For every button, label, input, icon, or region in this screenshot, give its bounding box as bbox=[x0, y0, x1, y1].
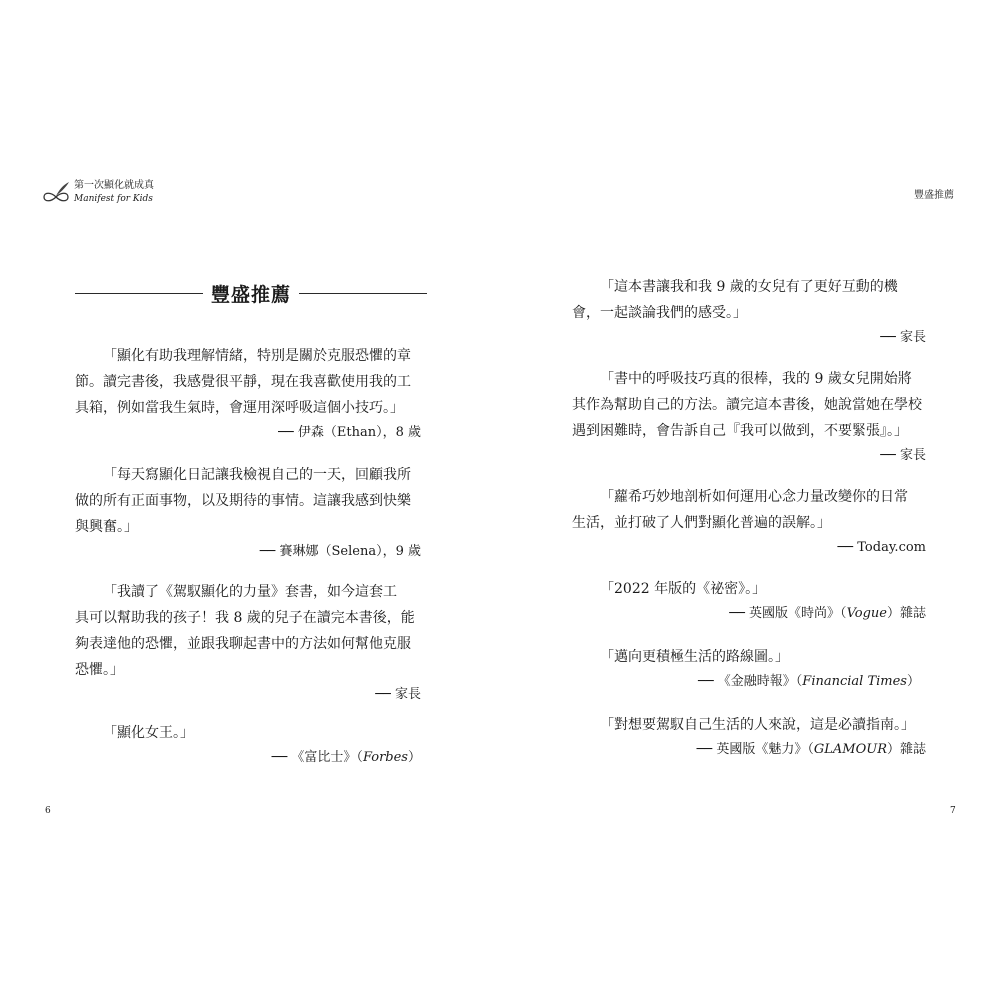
quote-block bbox=[75, 343, 427, 445]
running-head: 豐盛推薦 bbox=[914, 190, 954, 201]
section-heading bbox=[75, 278, 427, 308]
quote-line: 「對想要駕馭自己生活的人來說，這是必讀指南。」 bbox=[600, 717, 915, 733]
quote-line: 會，一起談論我們的感受。」 bbox=[572, 305, 747, 321]
heading-rule-right bbox=[299, 293, 427, 294]
quote-block bbox=[572, 366, 926, 468]
attribution-suffix: ）雜誌 bbox=[886, 606, 926, 621]
quote-line: 恐懼。」 bbox=[75, 662, 124, 678]
quote-block bbox=[75, 579, 427, 707]
quote-attribution bbox=[572, 602, 926, 626]
attribution-prefix: ── 《富比士》（ bbox=[271, 750, 363, 765]
quote-attribution: ── 家長 bbox=[880, 330, 926, 345]
quote-line: 「每天寫顯化日記讓我檢視自己的一天，回顧我所 bbox=[103, 467, 411, 483]
quote-line: 生活，並打破了人們對顯化普遍的誤解。」 bbox=[572, 515, 831, 531]
publication-name: Vogue bbox=[846, 606, 887, 621]
quote-line: 節。讀完書後，我感覺很平靜，現在我喜歡使用我的工 bbox=[75, 374, 411, 390]
attribution-suffix: ） bbox=[906, 674, 920, 689]
quote-block bbox=[572, 712, 926, 762]
quote-line: 「顯化有助我理解情緒，特別是關於克服恐懼的章 bbox=[103, 348, 411, 364]
quote-line: 「我讀了《駕馭顯化的力量》套書，如今這套工 bbox=[103, 584, 397, 600]
quote-line: 與興奮。」 bbox=[75, 519, 138, 535]
attribution-prefix: ── 《金融時報》（ bbox=[698, 674, 803, 689]
attribution-suffix: ） bbox=[407, 750, 421, 765]
quote-line: 「邁向更積極生活的路線圖。」 bbox=[600, 649, 789, 665]
quote-line: 具箱，例如當我生氣時，會運用深呼吸這個小技巧。」 bbox=[75, 400, 404, 416]
quote-attribution: ── 家長 bbox=[880, 448, 926, 463]
quote-line: 「蘿希巧妙地剖析如何運用心念力量改變你的日常 bbox=[600, 489, 908, 505]
quote-attribution bbox=[75, 746, 427, 770]
quote-block bbox=[75, 720, 427, 770]
quote-line: 「顯化女王。」 bbox=[103, 725, 194, 741]
quote-attribution: ── 伊森（Ethan），8 歲 bbox=[278, 425, 421, 440]
section-title: 豐盛推薦 bbox=[211, 283, 292, 306]
publication-name: Forbes bbox=[362, 750, 408, 765]
heading-rule-left bbox=[75, 293, 203, 294]
page-number-right: 7 bbox=[950, 806, 956, 816]
quote-block bbox=[572, 484, 926, 560]
quote-attribution bbox=[572, 738, 926, 762]
infinity-feather-icon bbox=[40, 180, 72, 206]
book-title: 第一次顯化就成真 bbox=[74, 180, 154, 191]
quote-line: 「2022 年版的《祕密》。」 bbox=[600, 581, 767, 597]
quote-line: 「這本書讓我和我 9 歲的女兒有了更好互動的機 bbox=[600, 279, 898, 295]
page-number-left: 6 bbox=[45, 806, 51, 816]
quote-line: 「書中的呼吸技巧真的很棒，我的 9 歲女兒開始將 bbox=[600, 371, 912, 387]
quote-attribution: ── 賽琳娜（Selena），9 歲 bbox=[259, 544, 421, 559]
quote-line: 其作為幫助自己的方法。讀完這本書後，她說當她在學校 bbox=[572, 397, 922, 413]
book-subtitle: Manifest for Kids bbox=[74, 194, 153, 204]
publication-name: Financial Times bbox=[802, 674, 907, 689]
quote-block bbox=[572, 274, 926, 350]
quote-attribution: ── 家長 bbox=[375, 687, 421, 702]
quote-block bbox=[75, 462, 427, 564]
quote-attribution bbox=[572, 670, 926, 694]
attribution-prefix: ── 英國版《魅力》（ bbox=[696, 742, 814, 757]
quote-line: 遇到困難時，會告訴自己『我可以做到，不要緊張』。」 bbox=[572, 423, 908, 439]
attribution-suffix: ）雜誌 bbox=[886, 742, 926, 757]
attribution-prefix: ── 英國版《時尚》（ bbox=[729, 606, 847, 621]
quote-attribution: ── Today.com bbox=[837, 540, 926, 555]
quote-line: 夠表達他的恐懼，並跟我聊起書中的方法如何幫他克服 bbox=[75, 636, 411, 652]
quote-block bbox=[572, 576, 926, 626]
quote-line: 具可以幫助我的孩子！我 8 歲的兒子在讀完本書後，能 bbox=[75, 610, 415, 626]
quote-line: 做的所有正面事物，以及期待的事情。這讓我感到快樂 bbox=[75, 493, 411, 509]
quote-block bbox=[572, 644, 926, 694]
publication-name: GLAMOUR bbox=[813, 742, 887, 757]
